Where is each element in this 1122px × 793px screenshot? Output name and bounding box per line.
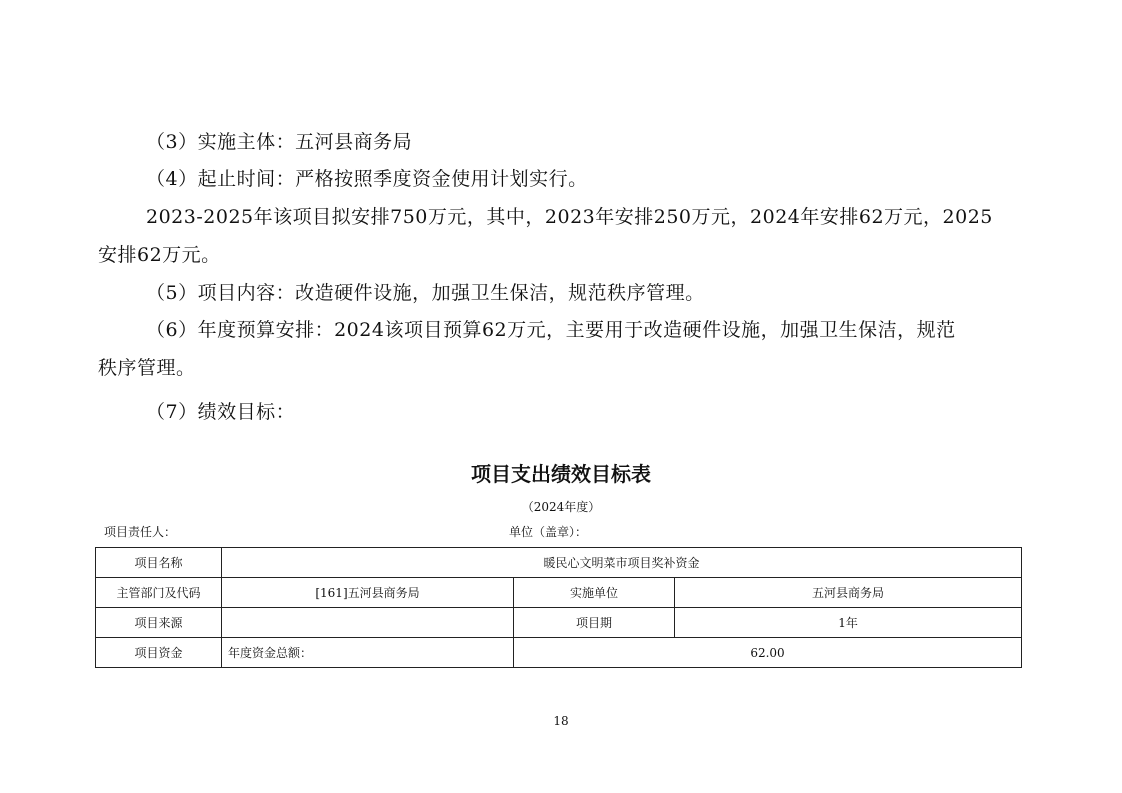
paragraph-budget-line1: （6）年度预算安排：2024该项目预算62万元，主要用于改造硬件设施，加强卫生保洁，规范 <box>146 319 956 341</box>
paragraph-goals: （7）绩效目标： <box>146 401 296 423</box>
annual-total-value: 62.00 <box>514 638 1022 668</box>
project-name-label: 项目名称 <box>96 548 222 578</box>
impl-unit-label: 实施单位 <box>514 578 675 608</box>
table-row <box>96 548 1022 578</box>
table-subtitle: （2024年度） <box>521 500 601 514</box>
annual-total-label: 年度资金总额： <box>222 638 514 668</box>
source-value <box>222 608 514 638</box>
table-title: 项目支出绩效目标表 <box>471 462 651 486</box>
period-label: 项目期 <box>514 608 675 638</box>
funds-label: 项目资金 <box>96 638 222 668</box>
project-name-value: 暖民心文明菜市项目奖补资金 <box>222 548 1022 578</box>
table-row <box>96 638 1022 668</box>
impl-unit-value: 五河县商务局 <box>675 578 1022 608</box>
table-row <box>96 578 1022 608</box>
table-row <box>96 608 1022 638</box>
performance-target-table <box>95 547 1022 668</box>
responsible-person-label: 项目责任人： <box>104 525 177 539</box>
paragraph-content: （5）项目内容：改造硬件设施，加强卫生保洁，规范秩序管理。 <box>146 282 705 304</box>
paragraph-plan-line2: 安排62万元。 <box>98 244 221 266</box>
paragraph-budget-line2: 秩序管理。 <box>98 357 196 379</box>
dept-value: [161]五河县商务局 <box>222 578 514 608</box>
period-value: 1年 <box>675 608 1022 638</box>
paragraph-implementer: （3）实施主体：五河县商务局 <box>146 131 413 153</box>
paragraph-plan-line1: 2023-2025年该项目拟安排750万元，其中，2023年安排250万元，2024年安排62万元，2025 <box>146 206 993 228</box>
page-number: 18 <box>553 714 569 728</box>
dept-label: 主管部门及代码 <box>96 578 222 608</box>
source-label: 项目来源 <box>96 608 222 638</box>
unit-seal-label: 单位（盖章）： <box>509 525 588 539</box>
paragraph-period: （4）起止时间：严格按照季度资金使用计划实行。 <box>146 168 588 190</box>
